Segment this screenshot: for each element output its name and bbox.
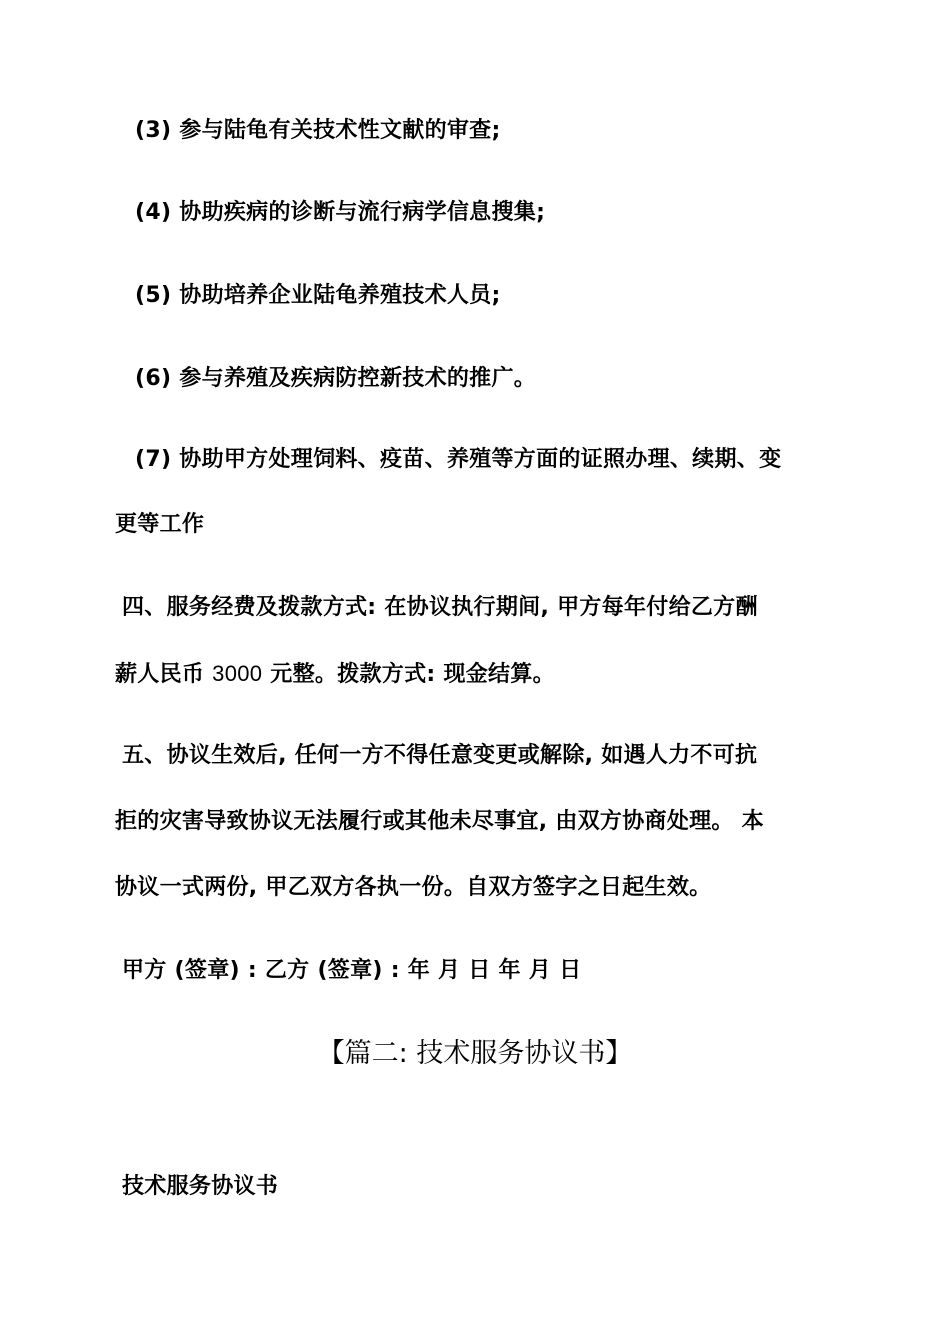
section-4-line-2: [115, 659, 555, 690]
list-item-4: (4) 协助疾病的诊断与流行病学信息搜集;: [135, 200, 546, 225]
signature-line: 甲方 (签章) : 乙方 (签章) : 年 月 日 年 月 日: [122, 958, 582, 983]
part-2-heading: 【篇二: 技术服务协议书】: [317, 1038, 633, 1069]
section-4-amount: 3000: [212, 661, 263, 686]
section-4-prefix: 薪人民币: [115, 662, 205, 687]
list-item-6: (6) 参与养殖及疾病防控新技术的推广。: [135, 366, 537, 391]
section-5-line-1: 五、协议生效后, 任何一方不得任意变更或解除, 如遇人力不可抗: [122, 743, 758, 768]
section-5-line-2: 拒的灾害导致协议无法履行或其他未尽事宜, 由双方协商处理。 本: [115, 809, 764, 834]
part-2-title: 技术服务协议书: [122, 1174, 279, 1199]
list-item-3: (3) 参与陆龟有关技术性文献的审查;: [135, 118, 501, 143]
section-5-line-3: 协议一式两份, 甲乙双方各执一份。自双方签字之日起生效。: [115, 875, 712, 900]
list-item-7-line-1: (7) 协助甲方处理饲料、疫苗、养殖等方面的证照办理、续期、变: [135, 447, 782, 472]
list-item-7-line-2: 更等工作: [115, 512, 205, 537]
list-item-5: (5) 协助培养企业陆龟养殖技术人员;: [135, 283, 501, 308]
section-4-line-1: 四、服务经费及拨款方式: 在协议执行期间, 甲方每年付给乙方酬: [122, 595, 758, 620]
section-4-suffix: 元整。拨款方式: 现金结算。: [270, 662, 555, 687]
